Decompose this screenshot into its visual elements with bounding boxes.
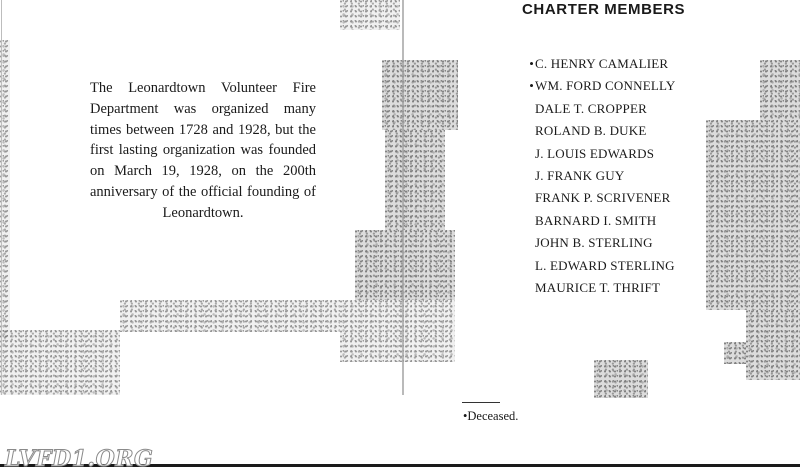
charter-members-list [520,53,675,299]
member-item [520,210,675,232]
deceased-marker [520,143,535,165]
page-edge [1,0,2,395]
deceased-marker [520,232,535,254]
member-name: ROLAND B. DUKE [535,123,647,139]
paper-texture [340,300,455,362]
paper-texture [724,342,746,364]
paper-texture [120,300,340,332]
member-item [520,187,675,209]
member-item [520,53,675,75]
deceased-marker [520,187,535,209]
member-item [520,143,675,165]
member-item [520,120,675,142]
deceased-footnote: •Deceased. [463,409,519,423]
paper-texture [594,360,648,398]
member-name: MAURICE T. THRIFT [535,280,661,296]
paper-texture [746,310,800,380]
paper-texture [0,330,120,395]
member-name: J. FRANK GUY [535,168,625,184]
member-item [520,75,675,97]
member-item [520,277,675,299]
member-name: C. HENRY CAMALIER [535,56,669,71]
paper-texture [385,130,445,230]
member-item [520,165,675,187]
member-name: DALE T. CROPPER [535,100,647,116]
deceased-marker: • [529,56,534,71]
member-item [520,255,675,277]
member-name: L. EDWARD STERLING [535,257,675,273]
member-name: J. LOUIS EDWARDS [535,145,655,161]
watermark-logo: LVFD1.ORG [5,446,154,472]
paper-texture [340,0,400,30]
paper-texture [760,60,800,120]
page-fold [402,0,404,395]
deceased-marker: • [529,78,534,94]
paper-texture [382,60,458,130]
member-name: FRANK P. SCRIVENER [535,190,671,206]
deceased-marker [520,255,535,277]
footnote-rule [462,402,500,403]
deceased-marker [520,277,535,299]
paper-texture [706,120,800,310]
member-item [520,232,675,254]
paper-texture [355,230,455,300]
deceased-marker [520,210,535,232]
history-paragraph: The Leonardtown Volunteer Fire Department was organized many times between 1728 and 1928, but the first lasting organization was founded on March 19, 1928, on the 200th anniversary of the official founding of Leonardtown. [90,80,316,221]
member-name: BARNARD I. SMITH [535,212,657,228]
member-name: WM. FORD CONNELLY [535,78,676,94]
deceased-marker [520,165,535,187]
deceased-marker [520,120,535,142]
charter-members-heading: CHARTER MEMBERS [522,1,686,18]
deceased-marker [520,98,535,120]
member-item [520,98,675,120]
member-name: JOHN B. STERLING [535,235,653,251]
